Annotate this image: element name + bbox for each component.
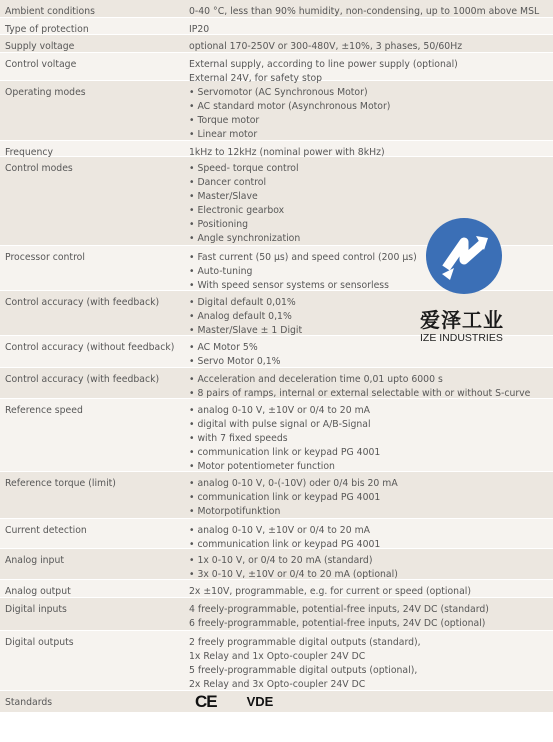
spec-value-line: 2x Relay and 3x Opto-coupler 24V DC [189,679,366,690]
spec-value [186,631,553,690]
spec-value-line: • Master/Slave ± 1 Digit [189,325,303,336]
spec-value-line: 2 freely programmable digital outputs (standard), [189,637,421,648]
spec-label: Type of protection [5,24,89,35]
spec-value-line: • Master/Slave [189,191,258,202]
spec-value-line: • Acceleration and deceleration time 0,01 upto 6000 s [189,374,443,385]
spec-value-line: • analog 0-10 V, ±10V or 0/4 to 20 mA [189,525,370,536]
spec-value-line: • Motor potentiometer function [189,461,335,472]
spec-value-line: • Electronic gearbox [189,205,285,216]
spec-value-line: • AC standard motor (Asynchronous Motor) [189,101,391,112]
spec-value-line: 1kHz to 12kHz (nominal power with 8kHz) [189,147,385,158]
spec-row [0,53,553,84]
spec-label: Current detection [5,525,87,536]
spec-row [0,35,553,53]
spec-value-line: • analog 0-10 V, 0-(-10V) oder 0/4 bis 20 mA [189,478,398,489]
spec-value-line: • communication link or keypad PG 4001 [189,539,381,550]
spec-value-line: • Analog default 0,1% [189,311,292,322]
spec-value [186,18,553,34]
spec-value [186,519,553,548]
spec-value-line: • Servo Motor 0,1% [189,356,281,367]
spec-label: Control accuracy (without feedback) [5,342,175,353]
spec-row [0,81,553,141]
spec-label: Control accuracy (with feedback) [5,297,160,308]
spec-row [0,631,553,691]
spec-label: Digital inputs [5,604,67,615]
spec-row [0,691,553,713]
spec-value-line: • Digital default 0,01% [189,297,296,308]
spec-value [186,0,553,17]
spec-row [0,598,553,631]
spec-value-line: • Torque motor [189,115,260,126]
spec-value-line: • 8 pairs of ramps, internal or external selectable with or without S-curve [189,388,531,399]
spec-value-line: • Auto-tuning [189,266,253,277]
spec-value-line: 4 freely-programmable, potential-free inputs, 24V DC (standard) [189,604,489,615]
standards-logos [189,691,553,712]
spec-value [186,580,553,597]
spec-value-line: • with 7 fixed speeds [189,433,288,444]
spec-value-line: • communication link or keypad PG 4001 [189,492,381,503]
spec-value [186,691,553,712]
spec-value-line: IP20 [189,24,210,35]
spec-value-line: • analog 0-10 V, ±10V or 0/4 to 20 mA [189,405,370,416]
spec-row [0,0,553,18]
spec-label: Ambient conditions [5,6,95,17]
spec-label: Analog output [5,586,71,597]
spec-row [0,580,553,598]
spec-row [0,549,553,580]
spec-label: Supply voltage [5,41,75,52]
spec-row [0,18,553,35]
vde-mark: VDE [246,693,274,709]
spec-value-line: • Positioning [189,219,249,230]
spec-value-line: External supply, according to line power supply (optional) [189,59,458,70]
spec-value [186,81,553,140]
spec-row [0,399,553,472]
spec-value-line: • Dancer control [189,177,267,188]
spec-label: Reference torque (limit) [5,478,116,489]
spec-value [186,141,553,156]
spec-label: Operating modes [5,87,86,98]
spec-value-line: • Motorpotifunktion [189,506,281,517]
spec-value-line: • Speed- torque control [189,163,299,174]
spec-value-line: • Servomotor (AC Synchronous Motor) [189,87,368,98]
spec-label: Digital outputs [5,637,74,648]
spec-value-line: • Fast current (50 µs) and speed control (200 µs) [189,252,417,263]
spec-label: Analog input [5,555,64,566]
spec-value-line: 5 freely-programmable digital outputs (optional), [189,665,418,676]
watermark-cn-text: 爱泽工业 [420,308,504,332]
spec-value-line: • 3x 0-10 V, ±10V or 0/4 to 20 mA (optional) [189,569,398,580]
spec-value [186,472,553,518]
spec-label: Reference speed [5,405,83,416]
spec-value [186,35,553,52]
spec-value-line: • digital with pulse signal or A/B-Signal [189,419,371,430]
spec-value-line: 2x ±10V, programmable, e.g. for current or speed (optional) [189,586,471,597]
spec-value [186,598,553,630]
spec-label: Standards [5,697,53,708]
ize-logo-icon [424,216,504,296]
spec-label: Control modes [5,163,73,174]
spec-value-line: optional 170-250V or 300-480V, ±10%, 3 phases, 50/60Hz [189,41,463,52]
spec-value-line: • With speed sensor systems or sensorless [189,280,389,291]
spec-value [186,53,553,84]
spec-row [0,519,553,549]
watermark [408,216,536,376]
spec-value-line: • Angle synchronization [189,233,301,244]
spec-label: Control voltage [5,59,77,70]
spec-row [0,472,553,519]
spec-value-line: 6 freely-programmable, potential-free inputs, 24V DC (optional) [189,618,486,629]
spec-value-line: • Linear motor [189,129,258,140]
spec-value-line: • communication link or keypad PG 4001 [189,447,381,458]
spec-row [0,141,553,157]
spec-value-line: 1x Relay and 1x Opto-coupler 24V DC [189,651,366,662]
ce-mark: CE [195,691,217,711]
watermark-en-text: IZE INDUSTRIES [420,332,503,344]
spec-value-line: • AC Motor 5% [189,342,258,353]
spec-label: Control accuracy (with feedback) [5,374,160,385]
spec-value [186,399,553,471]
spec-value-line: 0-40 °C, less than 90% humidity, non-condensing, up to 1000m above MSL [189,6,540,17]
spec-value [186,549,553,579]
spec-label: Processor control [5,252,85,263]
spec-label: Frequency [5,147,54,158]
spec-value-line: External 24V, for safety stop [189,73,323,84]
spec-value-line: • 1x 0-10 V, or 0/4 to 20 mA (standard) [189,555,373,566]
